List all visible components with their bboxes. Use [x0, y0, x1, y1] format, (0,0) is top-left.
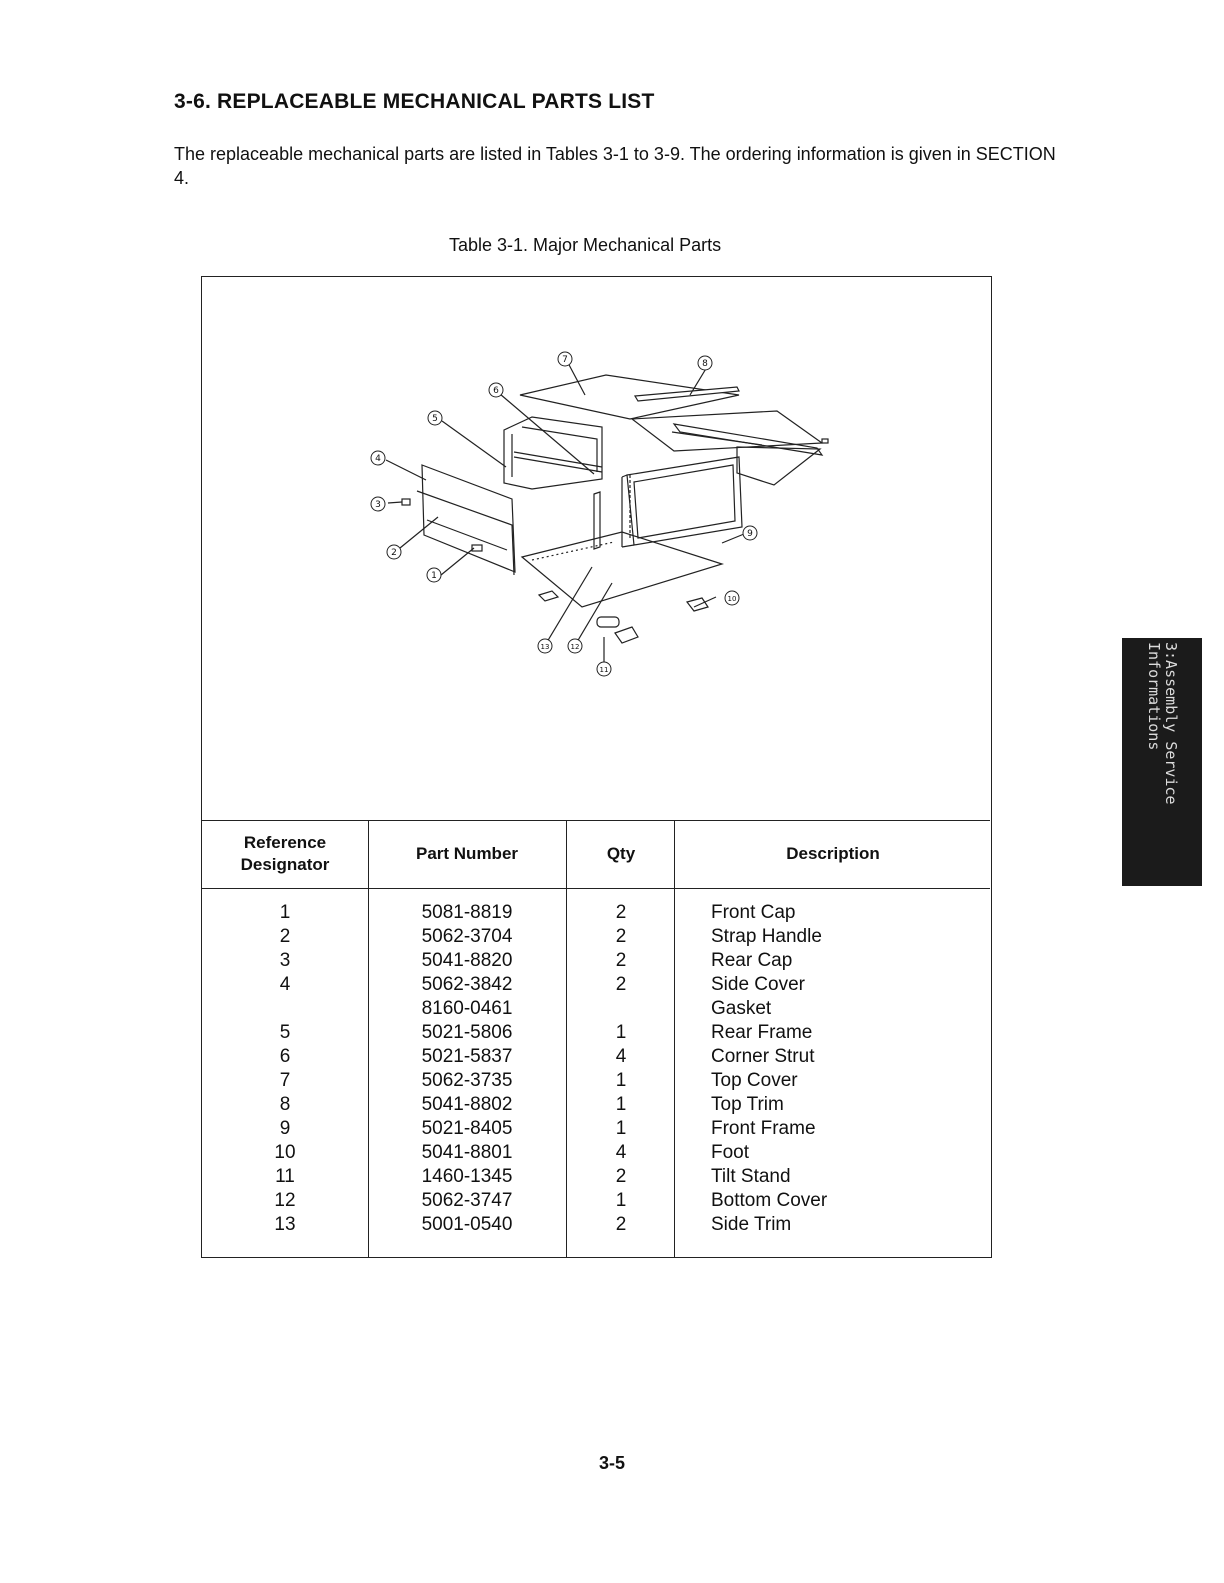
description-cell: Tilt Stand — [711, 1166, 791, 1187]
description-cell: Side Cover — [711, 974, 805, 995]
callout-12 — [568, 639, 582, 653]
description-cell: Rear Frame — [711, 1022, 813, 1043]
qty-cell: 1 — [615, 1070, 627, 1091]
part-number-cell: 5062-3735 — [421, 1070, 513, 1091]
part-number-cell: 5081-8819 — [421, 902, 513, 923]
qty-cell: 1 — [615, 1022, 627, 1043]
ref-cell: 12 — [274, 1190, 296, 1211]
description-cell: Top Trim — [711, 1094, 784, 1115]
callout-10 — [725, 591, 739, 605]
table-row — [202, 1142, 990, 1166]
corner-strut-part — [594, 492, 600, 549]
table-row — [202, 1070, 990, 1094]
header-qty: Qty — [606, 844, 636, 863]
page-number: 3-5 — [598, 1453, 625, 1473]
svg-text:9: 9 — [747, 529, 753, 539]
description-cell: Front Frame — [711, 1118, 816, 1139]
svg-text:5: 5 — [432, 414, 438, 424]
header-reference-designator: Reference Designator — [240, 833, 330, 874]
exploded-view-diagram — [202, 277, 990, 820]
ref-cell: 8 — [279, 1094, 291, 1115]
part-number-cell: 5062-3842 — [421, 974, 513, 995]
top-trim-part — [632, 411, 822, 451]
svg-text:12: 12 — [570, 643, 580, 651]
svg-text:7: 7 — [562, 355, 568, 365]
qty-cell: 2 — [615, 1214, 627, 1235]
table-row — [202, 974, 990, 998]
ref-cell: 1 — [279, 902, 291, 923]
svg-text:1: 1 — [431, 571, 437, 581]
callout-1 — [427, 568, 441, 582]
description-cell: Foot — [711, 1142, 750, 1163]
callout-3 — [371, 497, 385, 511]
table-row — [202, 1046, 990, 1070]
ref-cell: 10 — [274, 1142, 296, 1163]
svg-text:3: 3 — [375, 500, 381, 510]
description-cell: Gasket — [711, 998, 772, 1019]
callout-7 — [558, 352, 572, 366]
tilt-stand-part — [597, 617, 619, 627]
foot-part — [539, 591, 558, 601]
qty-cell: 1 — [615, 1094, 627, 1115]
table-row — [202, 998, 990, 1022]
table-row — [202, 1190, 990, 1214]
svg-text:6: 6 — [493, 386, 499, 396]
qty-cell: 2 — [615, 926, 627, 947]
ref-cell: 13 — [274, 1214, 296, 1235]
parts-table-frame — [201, 276, 992, 1258]
part-number-cell: 8160-0461 — [421, 998, 513, 1019]
table-row — [202, 950, 990, 974]
description-cell: Top Cover — [711, 1070, 798, 1091]
svg-text:10: 10 — [727, 595, 737, 603]
callout-6 — [489, 383, 503, 397]
qty-cell: 2 — [615, 950, 627, 971]
part-number-cell: 5062-3747 — [421, 1190, 513, 1211]
header-description: Description — [786, 844, 880, 863]
side-tab-line-1: 3:Assembly Service — [1162, 642, 1180, 805]
qty-cell: 1 — [615, 1190, 627, 1211]
part-number-cell: 5062-3704 — [421, 926, 513, 947]
description-cell: Strap Handle — [711, 926, 822, 947]
qty-cell: 1 — [615, 1118, 627, 1139]
qty-cell: 4 — [615, 1046, 627, 1067]
callout-8 — [698, 356, 712, 370]
top-cover-part — [520, 375, 739, 419]
table-row — [202, 1118, 990, 1142]
description-cell: Side Trim — [711, 1214, 792, 1235]
qty-cell: 4 — [615, 1142, 627, 1163]
table-row — [202, 1022, 990, 1046]
ref-cell: 4 — [279, 974, 291, 995]
description-cell: Front Cap — [711, 902, 796, 923]
part-number-cell: 1460-1345 — [421, 1166, 513, 1187]
callout-13 — [538, 639, 552, 653]
ref-cell: 7 — [279, 1070, 291, 1091]
ref-cell: 3 — [279, 950, 291, 971]
callout-11 — [597, 662, 611, 676]
table-body — [202, 902, 990, 1238]
ref-cell: 5 — [279, 1022, 291, 1043]
part-number-cell: 5021-5837 — [421, 1046, 513, 1067]
callout-5 — [428, 411, 442, 425]
description-cell: Rear Cap — [711, 950, 793, 971]
callout-9 — [743, 526, 757, 540]
header-part-number: Part Number — [415, 844, 519, 863]
table-row — [202, 926, 990, 950]
part-number-cell: 5041-8820 — [421, 950, 513, 971]
front-frame-part — [627, 457, 742, 545]
svg-text:8: 8 — [702, 359, 708, 369]
part-number-cell: 5001-0540 — [421, 1214, 513, 1235]
part-number-cell: 5021-5806 — [421, 1022, 513, 1043]
callout-2 — [387, 545, 401, 559]
table-row — [202, 1094, 990, 1118]
svg-text:4: 4 — [375, 454, 381, 464]
part-number-cell: 5021-8405 — [421, 1118, 513, 1139]
table-row — [202, 1166, 990, 1190]
table-caption: Table 3-1. Major Mechanical Parts — [449, 235, 722, 255]
callout-4 — [371, 451, 385, 465]
ref-cell: 11 — [275, 1166, 295, 1187]
ref-cell: 6 — [279, 1046, 291, 1067]
description-cell: Bottom Cover — [711, 1190, 828, 1211]
rear-cap-part — [402, 499, 410, 505]
svg-text:11: 11 — [599, 666, 609, 674]
ref-cell: 2 — [279, 926, 291, 947]
section-heading: 3-6. REPLACEABLE MECHANICAL PARTS LIST — [174, 90, 655, 113]
side-tab-line-2: Informations — [1145, 642, 1163, 751]
qty-cell: 2 — [615, 1166, 627, 1187]
qty-cell: 2 — [615, 902, 627, 923]
description-cell: Corner Strut — [711, 1046, 815, 1067]
table-row — [202, 1214, 990, 1238]
part-number-cell: 5041-8801 — [421, 1142, 513, 1163]
table-header — [202, 820, 990, 889]
part-number-cell: 5041-8802 — [421, 1094, 513, 1115]
ref-cell: 9 — [279, 1118, 291, 1139]
svg-text:13: 13 — [540, 643, 550, 651]
qty-cell: 2 — [615, 974, 627, 995]
svg-text:2: 2 — [391, 548, 397, 558]
intro-paragraph: The replaceable mechanical parts are listed in Tables 3-1 to 3-9. The ordering information is given in SECTION 4. — [174, 144, 1056, 188]
table-row — [202, 902, 990, 926]
section-side-tab — [1122, 638, 1202, 886]
